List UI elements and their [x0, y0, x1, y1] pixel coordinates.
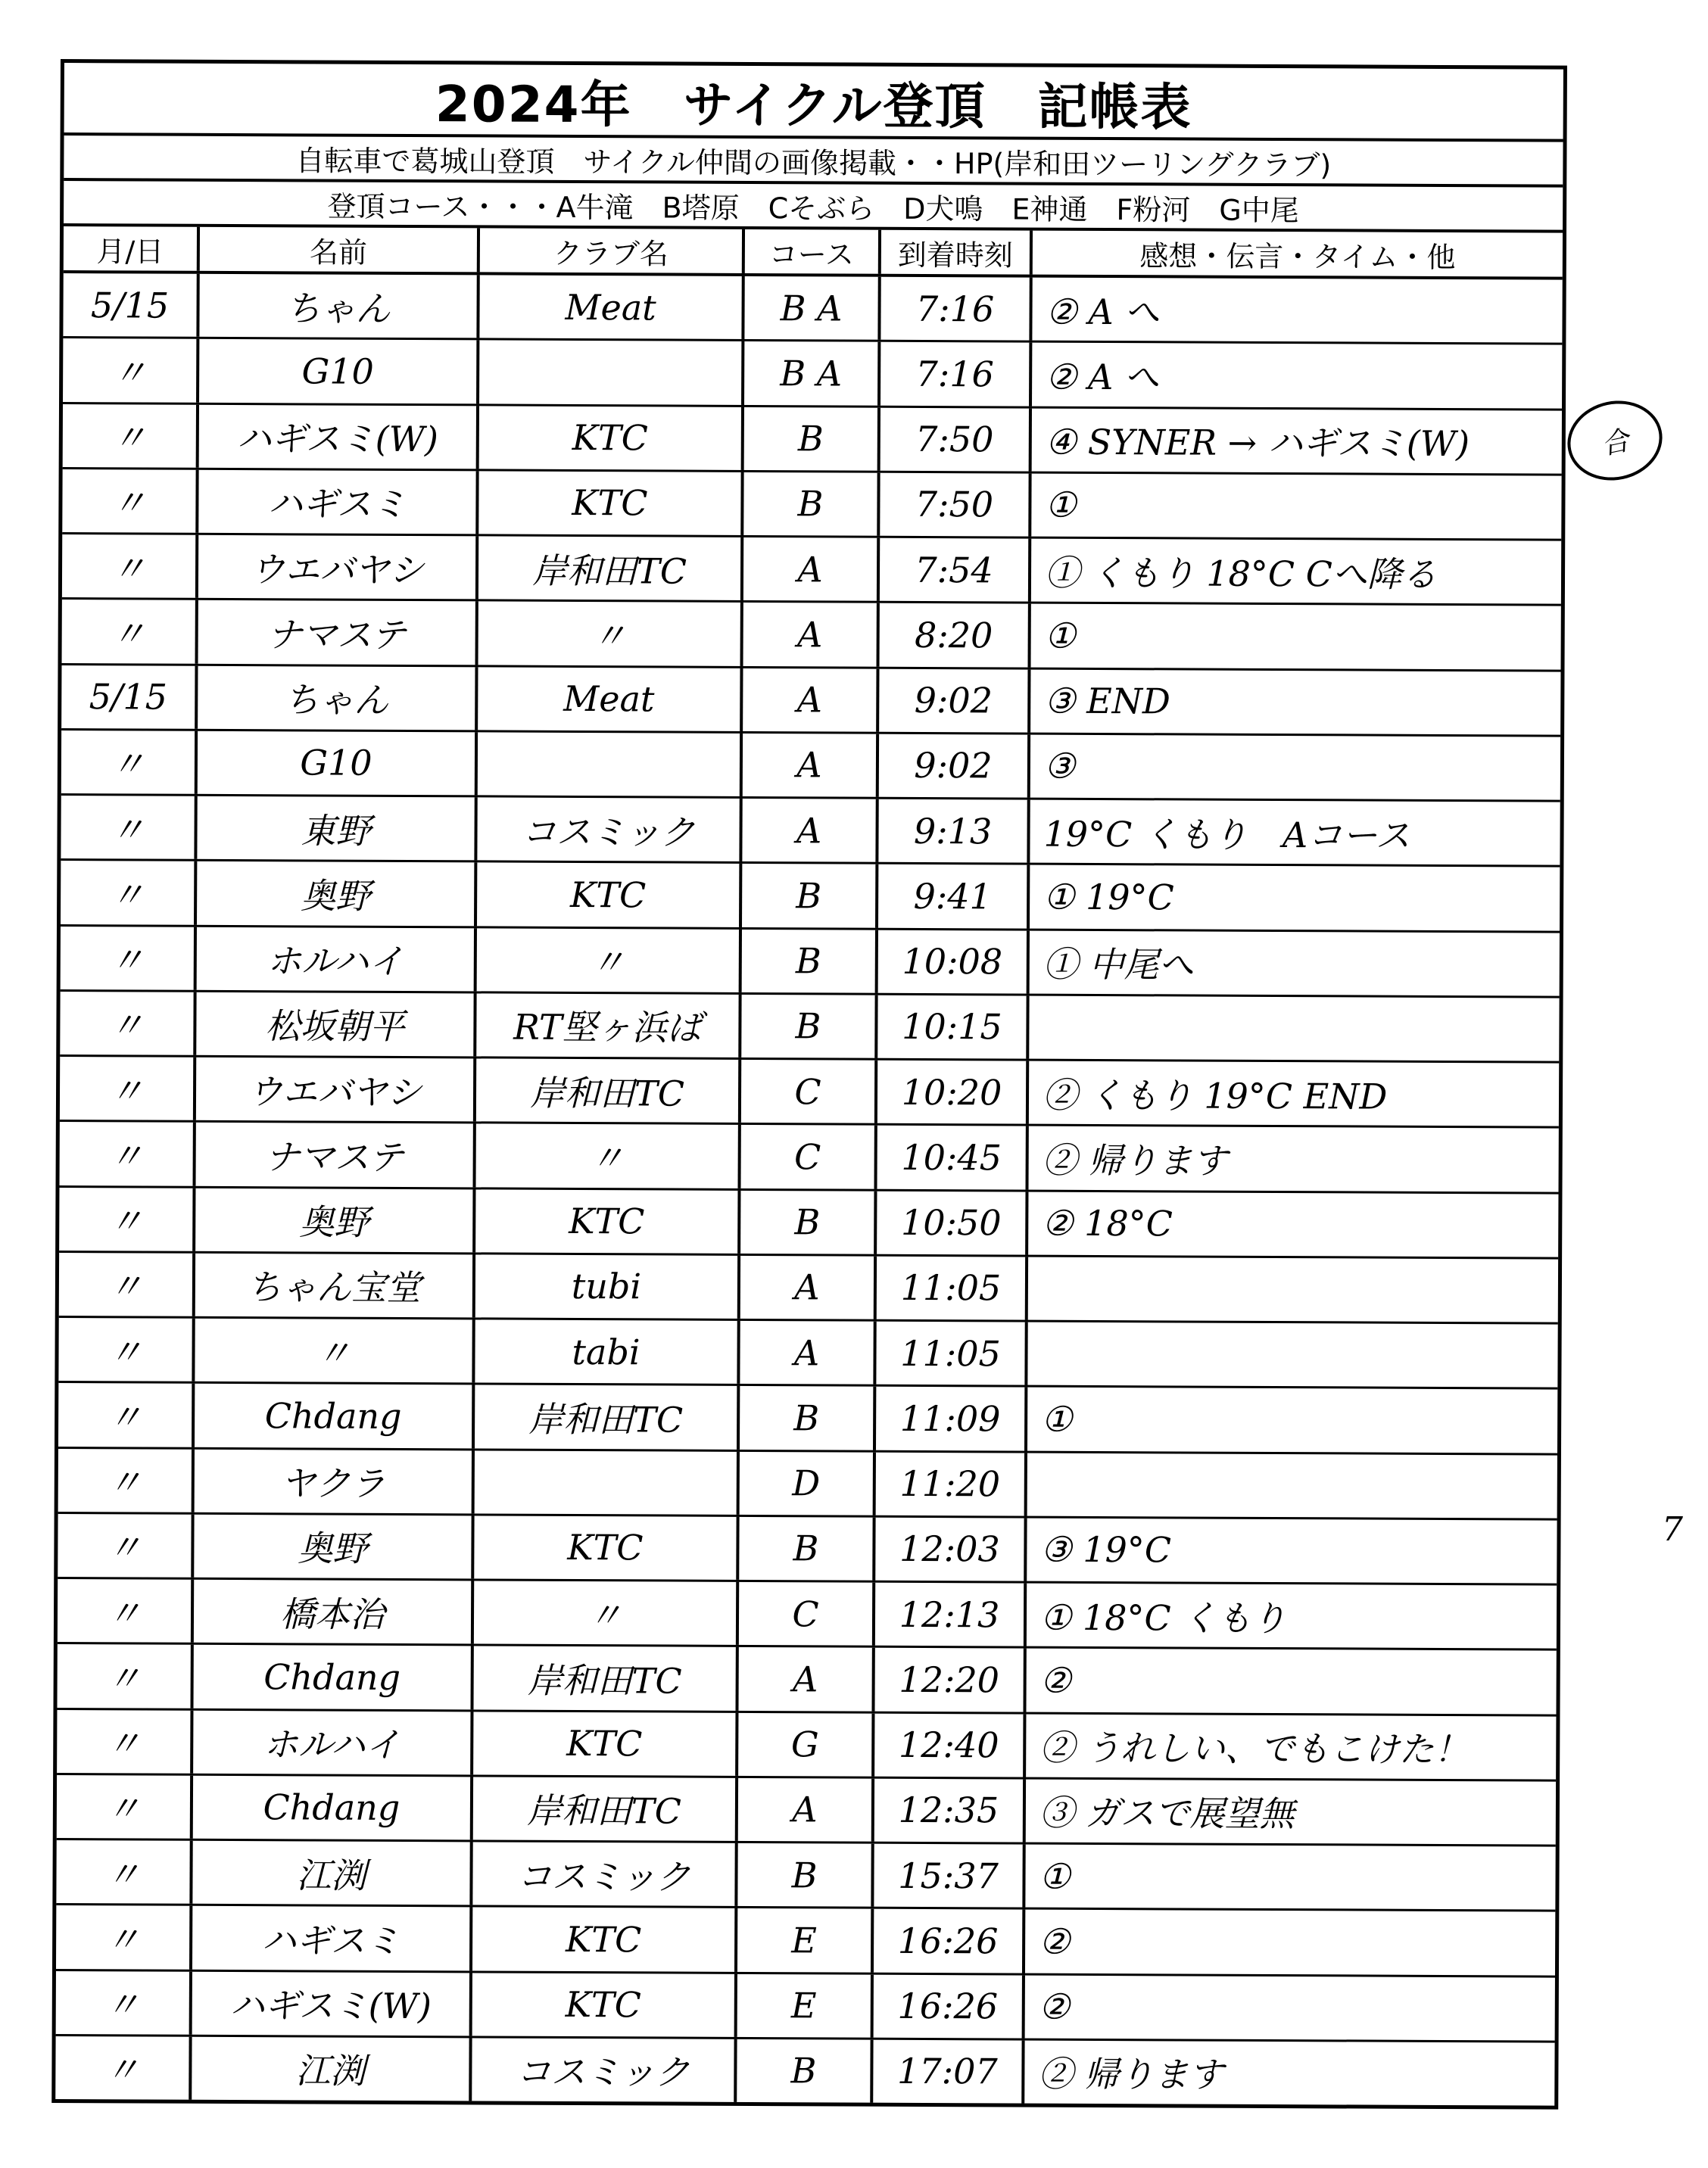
- header-date: 月/日: [64, 226, 200, 271]
- cell-time: 12:40: [874, 1713, 1026, 1777]
- cell-name: ナマステ: [196, 1123, 476, 1187]
- table-row: [58, 1383, 1557, 1455]
- cell-time: 7:50: [880, 472, 1031, 536]
- cell-note: [1028, 1257, 1558, 1322]
- cell-name: 奥野: [197, 861, 477, 926]
- cell-course: B: [744, 406, 880, 470]
- table-body: [55, 273, 1563, 2106]
- cell-date: 5/15: [61, 665, 198, 729]
- cell-date: 〃: [59, 1188, 195, 1251]
- cell-note: [1027, 1322, 1557, 1388]
- cell-club: KTC: [478, 471, 743, 535]
- cell-date: 〃: [56, 1905, 192, 1969]
- cell-date: 〃: [60, 992, 196, 1055]
- cell-note: [1029, 995, 1559, 1061]
- cell-note: ① 18°C くもり: [1039, 1596, 1287, 1639]
- cell-club: KTC: [472, 1973, 737, 2037]
- cell-course: B: [742, 929, 878, 992]
- cell-name: 江渕: [192, 1841, 472, 1905]
- table-row: [63, 404, 1562, 476]
- course-legend: 登頂コース・・・A牛滝 B塔原 Cそぶら D犬鳴 E神通 F粉河 G中尾: [64, 181, 1563, 233]
- cell-club: 〃: [477, 928, 742, 992]
- cell-club: 岸和田TC: [473, 1777, 738, 1841]
- cell-course: E: [737, 1973, 874, 2037]
- cell-time: 9:13: [878, 799, 1030, 863]
- log-sheet: [51, 59, 1567, 2110]
- cell-course: B: [737, 2039, 873, 2103]
- cell-time: 11:20: [876, 1452, 1027, 1515]
- cell-note: ③: [1043, 746, 1076, 787]
- cell-note: ② A へ: [1046, 291, 1160, 332]
- cell-note: ① くもり 18°C Cへ降る: [1044, 552, 1437, 595]
- cell-note: ②: [1038, 1986, 1071, 2027]
- cell-course: A: [738, 1778, 874, 1842]
- table-row: [63, 273, 1562, 345]
- cell-course: E: [737, 1908, 874, 1972]
- cell-name: 東野: [197, 796, 477, 861]
- cell-note: ② A へ: [1046, 356, 1160, 398]
- table-row: [62, 469, 1561, 541]
- cell-note: ①: [1045, 484, 1077, 526]
- table-row: [61, 927, 1560, 998]
- cell-name: ちゃん宝堂: [195, 1254, 475, 1318]
- cell-time: 7:16: [880, 342, 1032, 406]
- cell-course: A: [743, 603, 880, 666]
- cell-name: 橋本治: [194, 1580, 474, 1644]
- cell-date: 〃: [57, 1710, 193, 1774]
- cell-time: 8:20: [880, 603, 1031, 667]
- cell-date: 5/15: [63, 273, 199, 337]
- cell-course: A: [743, 537, 880, 601]
- margin-mark: 7: [1662, 1510, 1683, 1549]
- cell-name: ちゃん: [198, 665, 478, 730]
- cell-date: 〃: [58, 1318, 195, 1381]
- cell-club: コスミック: [472, 1842, 737, 1906]
- cell-course: D: [740, 1451, 876, 1515]
- cell-date: 〃: [56, 1840, 192, 1904]
- cell-name: Chdang: [195, 1384, 475, 1448]
- cell-course: B: [742, 864, 878, 927]
- cell-name: ちゃん: [199, 274, 479, 338]
- cell-time: 10:20: [877, 1061, 1029, 1124]
- cell-club: 〃: [474, 1581, 739, 1645]
- cell-note: ②: [1039, 1920, 1071, 1962]
- cell-time: 7:54: [880, 538, 1031, 602]
- table-row: [56, 1970, 1555, 2042]
- cell-note: ①: [1041, 1398, 1073, 1440]
- table-row: [61, 665, 1560, 737]
- cell-course: A: [738, 1647, 874, 1711]
- cell-date: 〃: [57, 1644, 193, 1708]
- cell-name: 奥野: [195, 1188, 475, 1252]
- table-row: [56, 1905, 1555, 1977]
- cell-date: 〃: [61, 927, 197, 990]
- cell-name: G10: [198, 731, 478, 796]
- cell-club: Meat: [479, 275, 744, 339]
- cell-date: 〃: [58, 1514, 194, 1578]
- table-row: [59, 1122, 1558, 1194]
- cell-date: 〃: [61, 796, 197, 859]
- cell-note: [1027, 1453, 1557, 1518]
- cell-time: 10:45: [877, 1126, 1028, 1189]
- cell-club: Meat: [478, 667, 743, 731]
- cell-note: ① 中尾へ: [1043, 943, 1194, 986]
- cell-date: 〃: [57, 1775, 193, 1839]
- cell-course: B: [743, 472, 880, 536]
- table-row: [58, 1449, 1557, 1521]
- approval-stamp: 合: [1560, 392, 1670, 489]
- cell-time: 10:50: [877, 1191, 1028, 1254]
- cell-club: [479, 341, 744, 405]
- cell-course: B: [737, 1843, 874, 1907]
- cell-course: G: [738, 1712, 874, 1776]
- cell-course: B: [741, 995, 877, 1058]
- cell-name: Chdang: [193, 1776, 473, 1840]
- cell-name: ハギスミ(W): [192, 1971, 472, 2036]
- cell-time: 12:03: [875, 1517, 1027, 1581]
- cell-name: 江渕: [192, 2037, 472, 2101]
- cell-time: 9:02: [879, 668, 1030, 732]
- cell-club: [475, 1450, 740, 1515]
- cell-time: 9:41: [878, 864, 1030, 928]
- cell-club: 岸和田TC: [475, 1385, 740, 1450]
- table-row: [62, 600, 1561, 671]
- table-row: [55, 2036, 1554, 2106]
- table-row: [56, 1840, 1555, 1912]
- cell-date: 〃: [62, 534, 198, 598]
- table-row: [63, 338, 1562, 410]
- cell-course: C: [739, 1582, 875, 1646]
- cell-course: C: [741, 1060, 877, 1123]
- cell-club: コスミック: [477, 797, 742, 861]
- cell-time: 12:35: [874, 1778, 1026, 1842]
- cell-note: ② 帰ります: [1038, 2054, 1224, 2096]
- cell-date: 〃: [59, 1253, 195, 1316]
- table-row: [58, 1579, 1557, 1651]
- cell-date: 〃: [62, 600, 198, 663]
- cell-name: 〃: [195, 1319, 475, 1383]
- header-note: 感想・伝言・タイム・他: [1139, 238, 1456, 274]
- cell-note: 19°C くもり Aコース: [1043, 813, 1410, 856]
- cell-name: ホルハイ: [197, 927, 477, 991]
- cell-club: KTC: [477, 863, 742, 927]
- cell-name: Chdang: [193, 1645, 473, 1709]
- cell-date: 〃: [55, 2036, 192, 2100]
- table-header: [64, 226, 1563, 280]
- cell-time: 7:50: [880, 407, 1032, 471]
- cell-course: C: [741, 1125, 877, 1188]
- cell-note: ①: [1044, 615, 1077, 656]
- table-row: [57, 1710, 1556, 1782]
- cell-date: 〃: [61, 861, 197, 924]
- cell-note: ① 19°C: [1043, 876, 1174, 918]
- page-title: 2024年 サイクル登頂 記帳表: [64, 63, 1563, 142]
- cell-name: ハギスミ(W): [199, 404, 479, 469]
- table-row: [61, 796, 1560, 868]
- header-course: コース: [745, 229, 881, 274]
- cell-course: A: [742, 799, 878, 862]
- header-name: 名前: [200, 227, 480, 273]
- cell-course: A: [743, 668, 879, 731]
- cell-club: KTC: [474, 1515, 739, 1580]
- cell-time: 15:37: [874, 1844, 1025, 1908]
- cell-club: 〃: [478, 602, 743, 666]
- cell-date: 〃: [63, 404, 199, 468]
- cell-course: A: [740, 1321, 876, 1385]
- cell-date: 〃: [58, 1579, 194, 1643]
- table-row: [60, 1057, 1559, 1129]
- cell-note: ③ ガスで展望無: [1039, 1793, 1295, 1835]
- table-row: [61, 730, 1560, 802]
- cell-time: 12:13: [875, 1583, 1027, 1646]
- table-row: [59, 1188, 1558, 1260]
- cell-note: ② くもり 19°C END: [1042, 1074, 1388, 1117]
- cell-course: A: [743, 734, 879, 797]
- cell-time: 11:09: [876, 1387, 1027, 1450]
- cell-date: 〃: [63, 338, 199, 402]
- table-row: [57, 1644, 1556, 1716]
- cell-club: KTC: [473, 1712, 738, 1776]
- cell-club: KTC: [479, 406, 744, 470]
- cell-name: 奥野: [194, 1515, 474, 1579]
- cell-note: ② うれしい、でもこけた！: [1039, 1727, 1470, 1771]
- table-row: [59, 1253, 1558, 1325]
- cell-course: B: [740, 1190, 877, 1254]
- cell-note: ② 帰ります: [1042, 1139, 1228, 1182]
- cell-club: 岸和田TC: [478, 536, 743, 600]
- cell-course: B: [740, 1386, 876, 1450]
- table-row: [62, 534, 1561, 606]
- cell-name: ウエバヤシ: [198, 535, 478, 600]
- cell-course: B A: [744, 276, 880, 340]
- cell-note: ④ SYNER → ハギスミ(W): [1045, 421, 1470, 465]
- table-row: [60, 992, 1559, 1064]
- cell-time: 16:26: [874, 1909, 1025, 1973]
- cell-date: 〃: [62, 469, 198, 533]
- cell-note: ①: [1039, 1855, 1071, 1897]
- cell-club: KTC: [472, 1908, 737, 1972]
- cell-date: 〃: [60, 1122, 196, 1185]
- cell-club: RT堅ヶ浜ば: [476, 993, 741, 1058]
- cell-name: 松坂朝平: [196, 992, 476, 1057]
- cell-club: tabi: [475, 1319, 740, 1384]
- cell-club: KTC: [475, 1189, 740, 1254]
- cell-note: ② 18°C: [1042, 1202, 1173, 1244]
- cell-club: 岸和田TC: [476, 1058, 741, 1123]
- cell-note: ②: [1039, 1659, 1072, 1701]
- cell-name: ハギスミ: [198, 470, 478, 534]
- cell-note: ③ END: [1044, 680, 1171, 722]
- cell-name: ホルハイ: [193, 1710, 473, 1774]
- cell-club: 〃: [476, 1124, 741, 1188]
- cell-course: A: [740, 1256, 877, 1319]
- cell-time: 12:20: [874, 1648, 1026, 1712]
- cell-time: 9:02: [879, 734, 1030, 797]
- cell-course: B: [739, 1517, 875, 1581]
- cell-club: tubi: [475, 1254, 740, 1319]
- cell-date: 〃: [58, 1383, 195, 1447]
- header-time: 到着時刻: [881, 230, 1033, 275]
- cell-name: ヤクラ: [195, 1449, 475, 1513]
- cell-club: [478, 732, 743, 796]
- cell-course: B A: [744, 341, 880, 405]
- cell-note: ③ 19°C: [1040, 1529, 1172, 1571]
- cell-date: 〃: [61, 730, 198, 794]
- table-row: [58, 1514, 1557, 1586]
- cell-time: 17:07: [873, 2039, 1024, 2103]
- table-row: [58, 1318, 1557, 1390]
- table-row: [61, 861, 1560, 933]
- cell-name: ハギスミ: [192, 1906, 472, 1970]
- cell-date: 〃: [56, 1970, 192, 2034]
- cell-time: 11:05: [876, 1322, 1027, 1385]
- cell-date: 〃: [60, 1057, 196, 1120]
- cell-time: 11:05: [877, 1256, 1028, 1319]
- header-club: クラブ名: [480, 228, 745, 273]
- cell-club: コスミック: [472, 2038, 737, 2102]
- table-row: [57, 1775, 1556, 1847]
- cell-name: ナマステ: [198, 600, 478, 665]
- cell-time: 16:26: [874, 1974, 1025, 2038]
- cell-time: 7:16: [880, 277, 1032, 341]
- cell-name: ウエバヤシ: [196, 1058, 476, 1122]
- cell-time: 10:08: [878, 930, 1030, 993]
- cell-date: 〃: [58, 1449, 195, 1512]
- cell-name: G10: [199, 339, 479, 403]
- cell-time: 10:15: [877, 995, 1029, 1058]
- cell-club: 岸和田TC: [473, 1646, 738, 1711]
- subtitle: 自転車で葛城山登頂 サイクル仲間の画像掲載・・HP(岸和田ツーリングクラブ): [64, 136, 1563, 188]
